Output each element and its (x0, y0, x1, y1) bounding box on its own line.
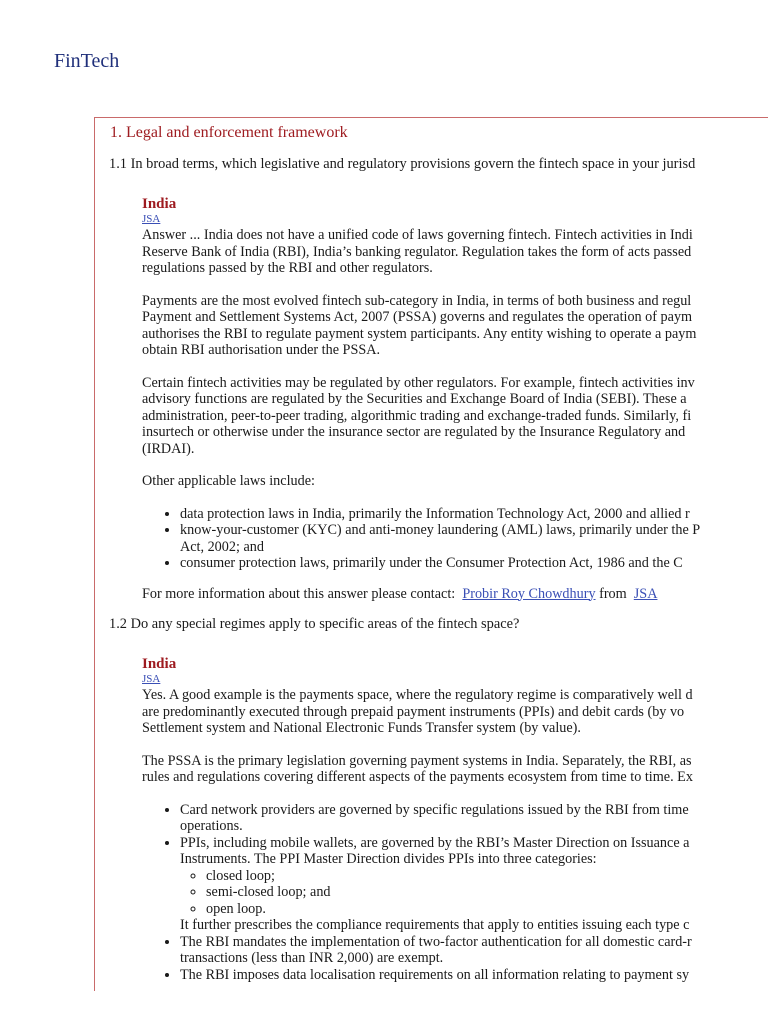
text-line: rules and regulations covering different aspects of the payments ecosystem from time to time. Ex (142, 769, 693, 785)
text-line: Payment and Settlement Systems Act, 2007 (PSSA) governs and regulates the operation of paym (142, 309, 693, 325)
text-line: are predominantly executed through prepaid payment instruments (PPIs) and debit cards (by vo (142, 703, 685, 720)
list-item: • consumer protection laws, primarily under the Consumer Protection Act, 1986 and the C (180, 555, 768, 572)
contact-name-link[interactable]: Probir Roy Chowdhury (462, 585, 596, 602)
text-line: Yes. A good example is the payments space, where the regulatory regime is comparatively well d (142, 687, 693, 703)
list-item: • data protection laws in India, primarily the Information Technology Act, 2000 and allied r (180, 506, 768, 523)
ppi-category-list (180, 868, 768, 918)
firm-link[interactable]: JSA (142, 213, 161, 225)
text-line: The PSSA is the primary legislation governing payment systems in India. Separately, the RBI, as (142, 752, 692, 769)
text-line: Payments are the most evolved fintech sub-category in India, in terms of both business and regul (142, 292, 692, 309)
contact-from: from (599, 585, 627, 602)
contact-line (142, 586, 768, 603)
firm-link[interactable]: JSA (142, 673, 161, 685)
answer-paragraph (142, 375, 768, 458)
list-item: • know-your-customer (KYC) and anti-money laundering (AML) laws, primarily under the P Act, 2002; and (180, 522, 768, 555)
section-heading: 1. Legal and enforcement framework (110, 124, 348, 141)
text-line: Answer ... India does not have a unified code of laws governing fintech. Fintech activities in Indi (142, 227, 693, 243)
text-line: administration, peer-to-peer trading, algorithmic trading and exchange-traded funds. Similarly, fi (142, 407, 692, 424)
country-label: India (142, 196, 177, 212)
answer-paragraph (142, 227, 768, 277)
text-line: Settlement system and National Electronic Funds Transfer system (by value). (142, 720, 581, 736)
applicable-laws-list (142, 506, 768, 572)
list-item: ◦ semi-closed loop; and (206, 884, 768, 901)
list-item: • Card network providers are governed by specific regulations issued by the RBI from time operations. (180, 802, 768, 835)
text-line: Certain fintech activities may be regulated by other regulators. For example, fintech activities inv (142, 374, 695, 391)
question-1-1: 1.1 In broad terms, which legislative and regulatory provisions govern the fintech space in your jurisd (109, 156, 696, 172)
text-line: insurtech or otherwise under the insurance sector are regulated by the Insurance Regulatory and (142, 424, 686, 440)
answer-1-1 (142, 195, 768, 602)
text-line: authorises the RBI to regulate payment system participants. Any entity wishing to operate a paym (142, 325, 697, 342)
text-line: regulations passed by the RBI and other regulators. (142, 260, 433, 276)
answer-paragraph: Other applicable laws include: (142, 473, 315, 489)
answer-paragraph (142, 293, 768, 359)
text-line: (IRDAI). (142, 440, 195, 457)
answer-paragraph (142, 687, 768, 737)
list-item: • The RBI mandates the implementation of two-factor authentication for all domestic card-r transactions (less than INR 2,000) are exempt. (180, 934, 768, 967)
list-item: ◦ closed loop; (206, 868, 768, 885)
text-line: It further prescribes the compliance requirements that apply to entities issuing each type c (180, 917, 690, 933)
text-line: obtain RBI authorisation under the PSSA. (142, 342, 381, 358)
answer-paragraph (142, 753, 768, 786)
page-title: FinTech (54, 50, 120, 72)
content-panel (94, 117, 768, 991)
content-inner (110, 124, 768, 991)
text-line: advisory functions are regulated by the Securities and Exchange Board of India (SEBI). These a (142, 391, 687, 407)
answer-1-2 (142, 655, 768, 983)
contact-prefix: For more information about this answer please contact: (142, 585, 456, 602)
contact-firm-link[interactable]: JSA (633, 585, 658, 602)
list-item: • PPIs, including mobile wallets, are governed by the RBI’s Master Direction on Issuance a Instruments. The PPI Master Direction divides PPIs into three categories: ◦ closed loop; ◦ semi-closed loop; and ◦ open loop. It further prescribes the compliance requirements that apply to entities issuing each type c (180, 835, 768, 934)
list-item: • The RBI imposes data localisation requirements on all information relating to payment sy (180, 967, 768, 984)
payments-rules-list (142, 802, 768, 984)
list-item: ◦ open loop. (206, 901, 768, 918)
question-1-2: 1.2 Do any special regimes apply to specific areas of the fintech space? (109, 616, 520, 632)
text-line: Reserve Bank of India (RBI), India’s banking regulator. Regulation takes the form of acts passed (142, 243, 692, 260)
country-label: India (142, 656, 177, 672)
